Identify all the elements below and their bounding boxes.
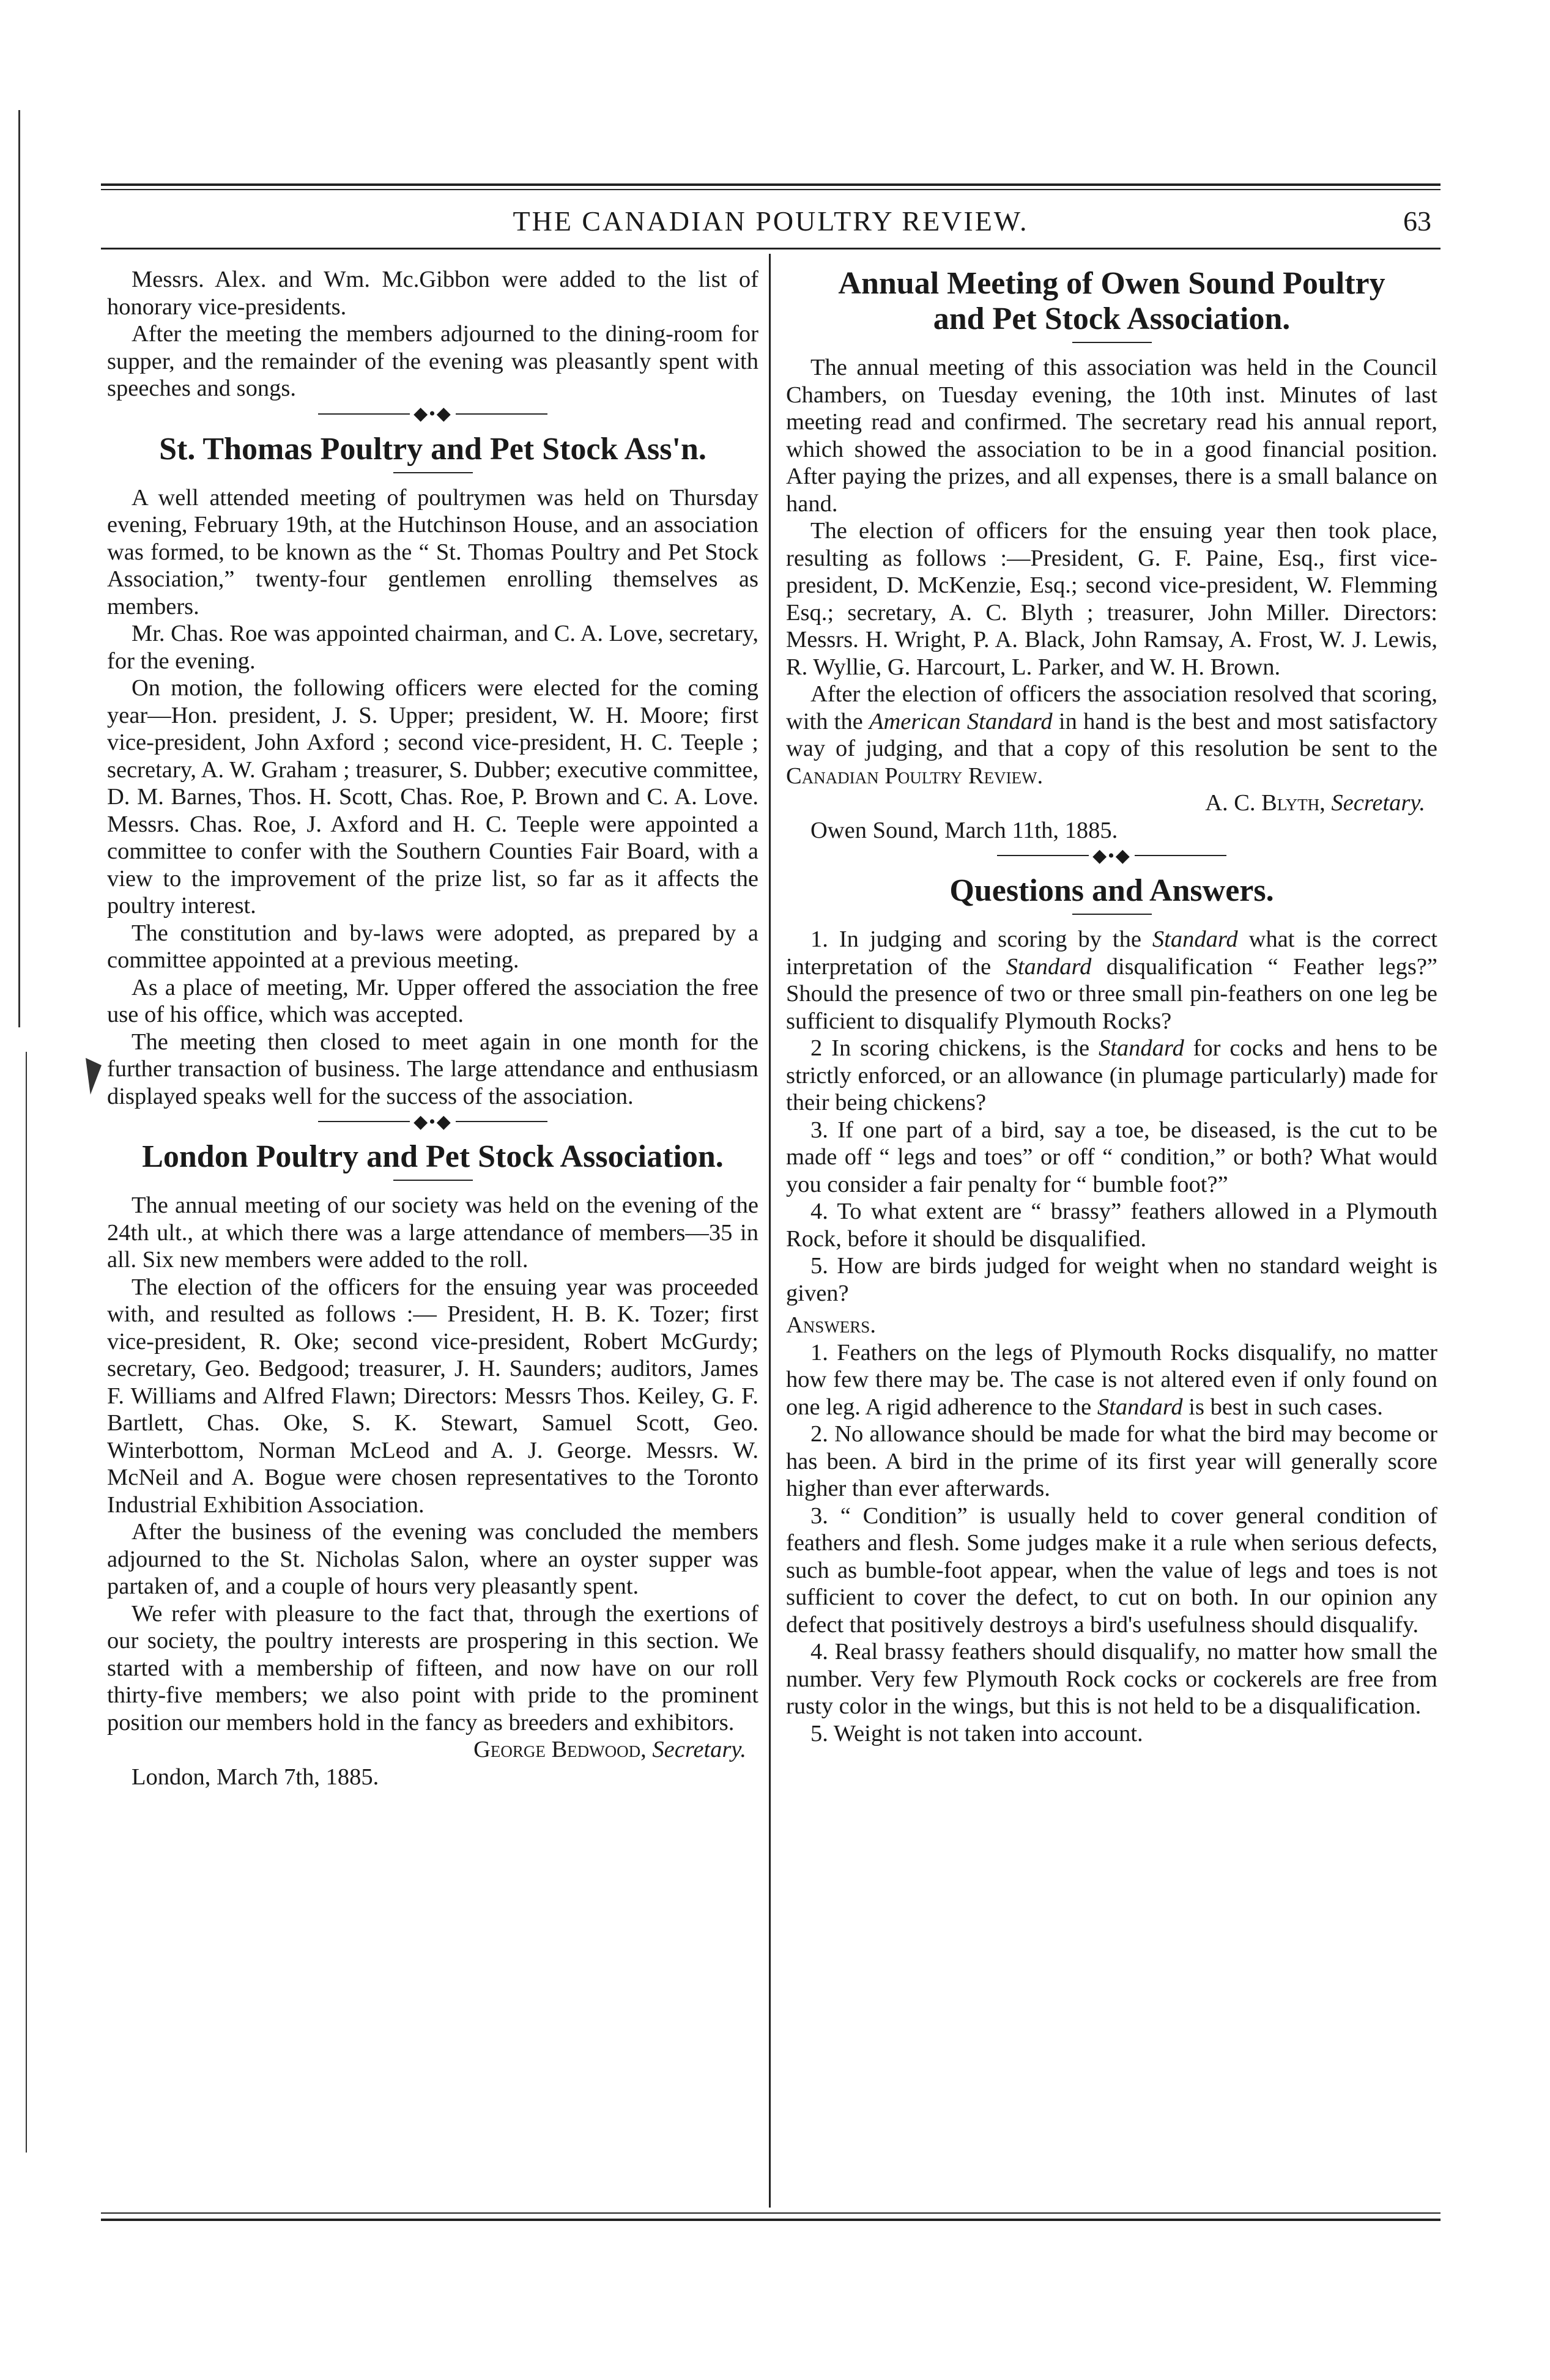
paragraph: On motion, the following officers were elected for the coming year—Hon. president, J. S. Upper; president, W. H. Moore; first vice-president, John Axford ; second vice-president, H. C. Teeple ; secretary, A. W. Graham ; treasurer, S. Dubber; executive committee, D. M. Barnes, Thos. H. Scott, Chas. Roe, P. Brown and C. A. Love. Messrs. Chas. Roe, J. Axford and H. C. Teeple were appointed a committee to confer with the Southern Counties Fair Board, with a view to the improvement of the prize list, so far as it affects the poultry interest. bbox=[107, 675, 758, 918]
journal-name: Canadian Poultry Review. bbox=[786, 763, 1044, 789]
answer: 4. Real brassy feathers should disqualify, no matter how small the number. Very few Plymouth Rock cocks or cockerels are free from rusty color in the wings, but this is not held to be a disqualification. bbox=[786, 1639, 1437, 1719]
page-number: 63 bbox=[1403, 205, 1431, 237]
paragraph: The election of the officers for the ensuing year was proceeded with, and resulted as follows :— President, H. B. K. Tozer; first vice-president, R. Oke; second vice-president, Robert McGurdy; secretary, Geo. Bedgood; treasurer, J. H. Saunders; auditors, James F. Williams and Alfred Flawn; Directors: Messrs Thos. Keiley, G. F. Bartlett, Chas. Oke, S. K. Stewart, Samuel Scott, Geo. Winterbottom, Norman McLeod and A. J. George. Messrs. W. McNeil and A. Bogue were chosen representatives to the Toronto Industrial Exhibition Association. bbox=[107, 1274, 758, 1518]
divider-bar bbox=[456, 1121, 547, 1122]
paragraph: After the business of the evening was concluded the members adjourned to the St. Nicholas Salon, where an oyster supper was partaken of, and a couple of hours very pleasantly spent. bbox=[107, 1519, 758, 1599]
divider-bar bbox=[318, 1121, 410, 1122]
paragraph: The meeting then closed to meet again in one month for the further transaction of business. The large attendance and enthusiasm displayed speaks well for the success of the association. bbox=[107, 1029, 758, 1109]
signature-name: George Bedwood, bbox=[473, 1737, 647, 1762]
ornament-icon: ◆•◆ bbox=[1092, 845, 1131, 866]
publication-title: THE CANADIAN POULTRY REVIEW. bbox=[513, 205, 1029, 237]
text-run-italic: Standard bbox=[1152, 926, 1238, 952]
text-run: is best in such cases. bbox=[1182, 1394, 1383, 1420]
heading-rule bbox=[393, 472, 473, 473]
article-heading: Questions and Answers. bbox=[949, 873, 1274, 908]
paragraph: Messrs. Alex. and Wm. Mc.Gibbon were added to the list of honorary vice-presidents. bbox=[107, 267, 758, 320]
dateline: London, March 7th, 1885. bbox=[132, 1764, 379, 1790]
ornament-icon: ◆•◆ bbox=[413, 404, 452, 424]
left-column bbox=[107, 266, 758, 2198]
text-run: disqualification “ Feather legs?” Should the presence of two or three small pin-feathers on one leg be sufficient to disqualify Plymouth Rocks? bbox=[786, 953, 1437, 1034]
right-column bbox=[786, 266, 1437, 2198]
text-run: for cocks and hens to be strictly enforced, or an allowance (in plumage particularly) made for their being chickens? bbox=[786, 1035, 1437, 1115]
question bbox=[786, 926, 1437, 1035]
signature bbox=[107, 1736, 758, 1764]
signature-name: A. C. Blyth, bbox=[1205, 790, 1326, 816]
paragraph: A well attended meeting of poultrymen was held on Thursday evening, February 19th, at the Hutchinson House, and an association was formed, to be known as the “ St. Thomas Poultry and Pet Stock Association,” twenty-four gentlemen enrolling themselves as members. bbox=[107, 484, 758, 619]
question: 4. To what extent are “ brassy” feathers allowed in a Plymouth Rock, before it should be disqualified. bbox=[786, 1199, 1437, 1252]
text-run: 1. In judging and scoring by the bbox=[810, 926, 1152, 952]
signature-title: Secretary. bbox=[1331, 790, 1425, 816]
question: 5. How are birds judged for weight when no standard weight is given? bbox=[786, 1253, 1437, 1306]
divider-bar bbox=[318, 413, 410, 415]
text-run: After the election of officers the association resolved that scoring, with the bbox=[786, 681, 1437, 734]
text-run-italic: Standard bbox=[1097, 1394, 1183, 1420]
text-run: 1. Feathers on the legs of Plymouth Rocks disqualify, no matter how few there may be. The case is not altered even if only found on one leg. A rigid adherence to the bbox=[786, 1339, 1437, 1420]
column-divider bbox=[769, 254, 771, 2208]
text-run: 2 In scoring chickens, is the bbox=[810, 1035, 1099, 1061]
paragraph: The annual meeting of this association was held in the Council Chambers, on Tuesday evening, the 10th inst. Minutes of last meeting read and confirmed. The secretary read his annual report, which showed the association to be in a good financial position. After paying the prizes, and all expenses, there is a small balance on hand. bbox=[786, 355, 1437, 517]
text-run-italic: Standard bbox=[1006, 953, 1092, 980]
paragraph: As a place of meeting, Mr. Upper offered the association the free use of his office, which was accepted. bbox=[107, 974, 758, 1027]
section-divider bbox=[107, 402, 758, 426]
bottom-rule bbox=[101, 2219, 1441, 2221]
answer: 5. Weight is not taken into account. bbox=[810, 1720, 1143, 1746]
text-run: what is the correct interpretation of the bbox=[786, 926, 1437, 980]
answer: 2. No allowance should be made for what the bird may become or has been. A bird in the prime of its first year will generally score higher than ever afterwards. bbox=[786, 1421, 1437, 1501]
bottom-rule-thin bbox=[101, 2212, 1441, 2214]
top-rule-thin bbox=[101, 189, 1441, 190]
section-divider bbox=[786, 844, 1437, 867]
top-rule bbox=[101, 183, 1441, 186]
binding-edge-line bbox=[26, 1052, 27, 2153]
paragraph: After the meeting the members adjourned to the dining-room for supper, and the remainder of the evening was pleasantly spent with speeches and songs. bbox=[107, 321, 758, 401]
answer: 3. “ Condition” is usually held to cover general condition of feathers and flesh. Some judges make it a rule when serious defects, such as bumble-foot appear, when the value of legs and toes is not sufficient to cover the defect, to cut on both. In our opinion any defect that positively destroys a bird's usefulness should disqualify. bbox=[786, 1502, 1437, 1638]
heading-line: Annual Meeting of Owen Sound Poultry bbox=[838, 266, 1385, 301]
question: 3. If one part of a bird, say a toe, be diseased, is the cut to be made off “ legs and toes” or off “ condition,” or both? What would you consider a fair penalty for “ bumble foot?” bbox=[786, 1117, 1437, 1197]
text-run: in hand is the best and most satisfactory way of judging, and that a copy of this resolution be sent to the bbox=[786, 708, 1437, 761]
binding-edge-line bbox=[18, 110, 20, 1027]
text-run-italic: Standard bbox=[1098, 1035, 1184, 1061]
header-rule bbox=[101, 248, 1441, 249]
heading-rule bbox=[393, 1180, 473, 1181]
newspaper-page bbox=[101, 183, 1441, 2293]
heading-rule bbox=[1072, 342, 1152, 343]
article-heading: London Poultry and Pet Stock Association. bbox=[142, 1139, 724, 1174]
text-run-italic: American Standard bbox=[869, 708, 1053, 734]
question bbox=[786, 1035, 1437, 1117]
dateline: Owen Sound, March 11th, 1885. bbox=[810, 817, 1118, 843]
paragraph: The election of officers for the ensuing year then took place, resulting as follows :—President, G. F. Paine, Esq., first vice-president, D. McKenzie, Esq.; second vice-president, W. Flemming Esq.; secretary, A. C. Blyth ; treasurer, John Miller. Directors: Messrs. H. Wright, P. A. Black, John Ramsay, A. Frost, W. J. Lewis, R. Wyllie, G. Harcourt, L. Parker, and W. H. Brown. bbox=[786, 518, 1437, 680]
heading-line: and Pet Stock Association. bbox=[933, 301, 1291, 336]
page-corner-mark bbox=[86, 1058, 102, 1095]
running-head bbox=[101, 205, 1441, 242]
answer bbox=[786, 1339, 1437, 1421]
answers-label: Answers. bbox=[786, 1312, 876, 1338]
divider-bar bbox=[456, 413, 547, 415]
ornament-icon: ◆•◆ bbox=[413, 1111, 452, 1132]
divider-bar bbox=[1135, 855, 1226, 856]
signature-title: Secretary. bbox=[652, 1737, 746, 1762]
divider-bar bbox=[997, 855, 1089, 856]
article-heading bbox=[786, 266, 1437, 337]
paragraph: Mr. Chas. Roe was appointed chairman, and C. A. Love, secretary, for the evening. bbox=[107, 621, 758, 674]
section-divider bbox=[107, 1110, 758, 1133]
paragraph bbox=[786, 681, 1437, 789]
signature bbox=[786, 789, 1437, 817]
paragraph: The constitution and by-laws were adopted, as prepared by a committee appointed at a previous meeting. bbox=[107, 920, 758, 973]
article-heading: St. Thomas Poultry and Pet Stock Ass'n. bbox=[159, 431, 706, 467]
heading-rule bbox=[1072, 914, 1152, 915]
paragraph: The annual meeting of our society was held on the evening of the 24th ult., at which there was a large attendance of members—35 in all. Six new members were added to the roll. bbox=[107, 1192, 758, 1273]
paragraph: We refer with pleasure to the fact that, through the exertions of our society, the poultry interests are prospering in this section. We started with a membership of fifteen, and now have on our roll thirty-five members; we also point with pride to the prominent position our members hold in the fancy as breeders and exhibitors. bbox=[107, 1600, 758, 1735]
